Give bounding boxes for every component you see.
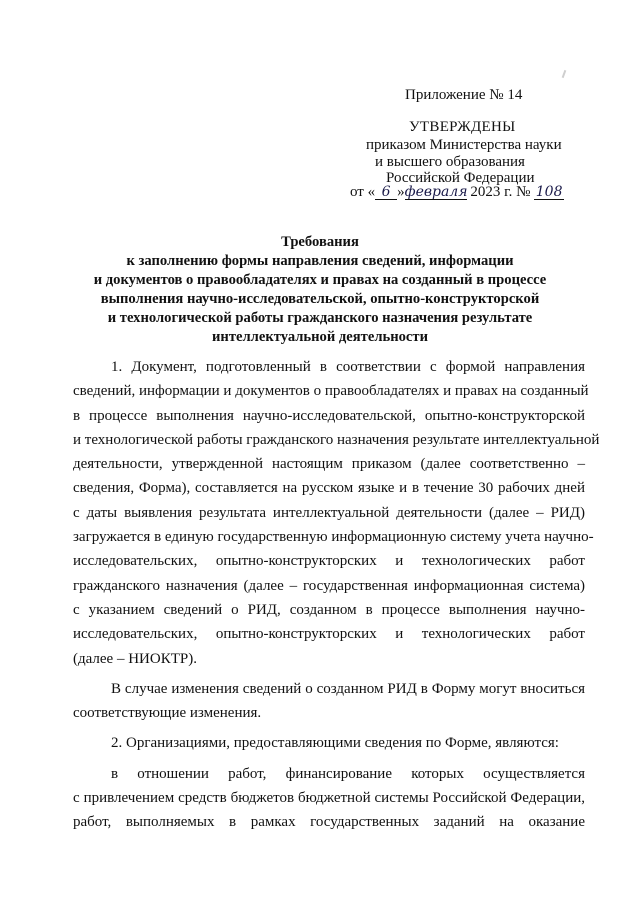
order-date-number [350, 184, 564, 201]
text-line: гражданского назначения (далее – государственная информационная система) [73, 577, 585, 594]
text-line: в процессе выполнения научно-исследовательской, опытно-конструкторской [73, 407, 585, 424]
text-line: загружается в единую государственную информационную систему учета научно- [73, 529, 594, 546]
order-number: 108 [535, 184, 563, 200]
order-month: февраля [404, 184, 468, 200]
approval-header [0, 0, 640, 220]
approved-heading: УТВЕРЖДЕНЫ [409, 119, 516, 135]
text-line: соответствующие изменения. [73, 705, 262, 722]
title-line: и документов о правообладателях и правах на созданный в процессе [93, 272, 547, 288]
order-prefix: от « [350, 184, 376, 200]
text-line: 2. Организациями, предоставляющими сведения по Форме, являются: [111, 735, 559, 752]
approval-line-1: приказом Министерства науки [366, 137, 562, 153]
text-line: с даты выявления результата интеллектуальной деятельности (далее – РИД) [73, 504, 585, 521]
title-line: и технологической работы гражданского назначения результате [107, 310, 533, 326]
text-line: и технологической работы гражданского назначения результате интеллектуальной [73, 431, 600, 448]
document-body [73, 355, 600, 835]
approval-line-3: Российской Федерации [386, 170, 535, 186]
text-line: исследовательских, опытно-конструкторских и технологических работ [73, 626, 585, 643]
text-line: с привлечением средств бюджетов бюджетной системы Российской Федерации, [73, 790, 585, 807]
title-line: интеллектуальной деятельности [212, 329, 428, 345]
text-line: (далее – НИОКТР). [73, 650, 197, 667]
text-line: работ, выполняемых в рамках государственных заданий на оказание [73, 814, 585, 831]
approval-line-2: и высшего образования [375, 154, 525, 170]
document-title [0, 233, 640, 347]
text-line: в отношении работ, финансирование которых осуществляется [111, 765, 585, 782]
title-line: выполнения научно-исследовательской, опытно-конструкторской [100, 291, 540, 307]
text-line: с указанием сведений о РИД, созданном в процессе выполнения научно- [73, 601, 585, 618]
order-day: 6 [375, 185, 397, 200]
title-line: Требования [281, 234, 359, 250]
text-line: 1. Документ, подготовленный в соответствии с формой направления [111, 359, 585, 375]
text-line: В случае изменения сведений о созданном РИД в Форму могут вноситься [111, 680, 585, 697]
title-line: к заполнению формы направления сведений, информации [126, 253, 514, 269]
paragraph-3 [73, 731, 585, 755]
text-line: сведения, Форма), составляется на русском языке и в течение 30 рабочих дней [73, 480, 585, 497]
appendix-number: Приложение № 14 [405, 87, 523, 103]
order-quote: » [397, 184, 405, 200]
paragraph-2 [73, 677, 585, 726]
text-line: сведений, информации и документов о правообладателях и правах на созданный [73, 383, 589, 400]
text-line: исследовательских, опытно-конструкторских и технологических работ [73, 553, 585, 570]
paragraph-4 [73, 762, 585, 835]
paragraph-1 [73, 355, 600, 671]
text-line: деятельности, утвержденной настоящим приказом (далее соответственно – [73, 456, 585, 473]
order-year: 2023 г. № [470, 184, 531, 200]
